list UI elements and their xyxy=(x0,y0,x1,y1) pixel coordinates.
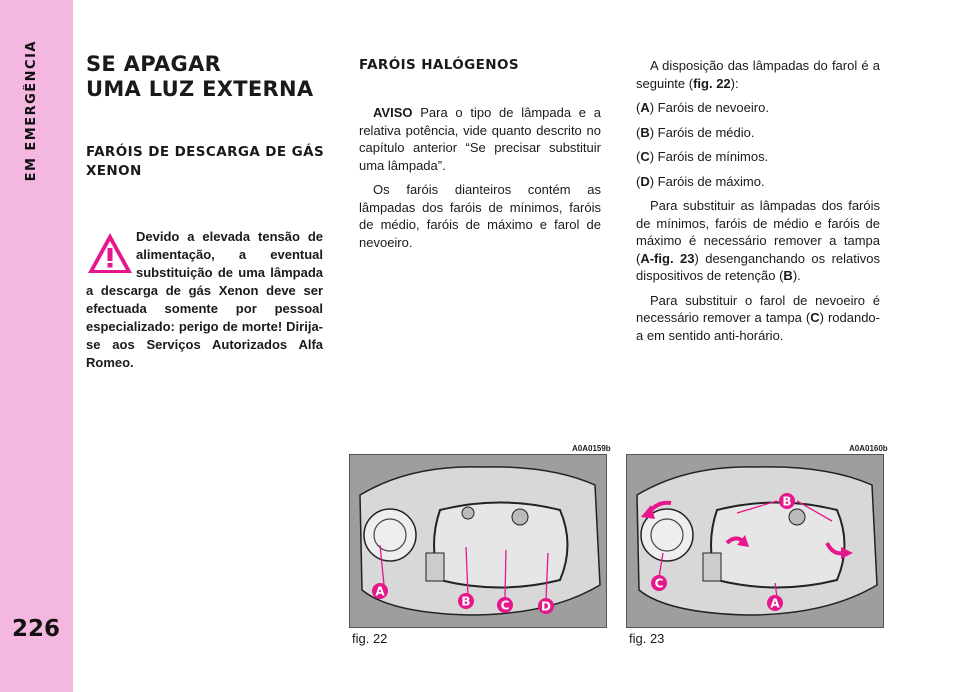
figure-23 xyxy=(626,454,884,628)
page-title: SE APAGAR UMA LUZ EXTERNA xyxy=(86,52,314,101)
figure-caption: fig. 22 xyxy=(352,631,388,646)
halogen-text: AVISO Para o tipo de lâmpada e a relativa potência, vide quanto descrito no capítulo anterior “Se precisar substituir uma lâmpada”. Os faróis dianteiros contém as lâmpadas dos faróis de mínimos, faróis de médio, faróis de máximo e farol de nevoeiro. xyxy=(359,105,601,250)
list-item: (B) Faróis de médio. xyxy=(636,124,755,140)
bulb-layout-text: A disposição das lâmpadas do farol é a seguinte (fig. 22): (A) Faróis de nevoeiro. (B) Faróis de médio. (C) Faróis de mínimos. (D) Faróis de máximo. Para substituir as lâmpadas dos faróis de mínimos, faróis de médio e faróis de máximo é necessário remover a tampa (A-fig. 23) desenganchando os relativos dispositivos de retenção (B). Para substituir o farol de nevoeiro é necessário remover a tampa (C) rodando-a em sentido anti-horário. xyxy=(636,58,880,343)
fig22-label-d: D xyxy=(541,599,551,614)
figure-22 xyxy=(349,454,607,628)
fig22-label-c: C xyxy=(500,598,510,613)
sidebar xyxy=(0,0,73,692)
page-number: 226 xyxy=(12,616,61,642)
fig22-label-a: A xyxy=(375,584,385,599)
section-label: EM EMERGÊNCIA xyxy=(24,40,39,182)
fig23-label-c: C xyxy=(654,576,664,591)
figure-code: A0A0159b xyxy=(572,444,611,453)
xenon-subtitle: FARÓIS DE DESCARGA DE GÁS XENON xyxy=(86,144,325,179)
figure-caption: fig. 23 xyxy=(629,631,665,646)
fig22-label-b: B xyxy=(461,594,471,609)
figure-code: A0A0160b xyxy=(849,444,888,453)
fig23-label-a: A xyxy=(770,596,780,611)
fig23-label-b: B xyxy=(782,494,792,509)
list-item: (A) Faróis de nevoeiro. xyxy=(636,100,769,115)
aviso-label: AVISO xyxy=(373,105,413,120)
list-item: (D) Faróis de máximo. xyxy=(636,173,765,189)
xenon-warning: Devido a elevada tensão de alimentação, a eventual substituição de uma lâmpada a descarga de gás Xenon deve ser efectuada somente por pessoal especializado: perigo de morte! Dirija-se aos Serviços Autorizados Alfa Romeo. xyxy=(86,229,323,370)
list-item: (C) Faróis de mínimos. xyxy=(636,149,769,164)
halogen-para: Os faróis dianteiros contém as lâmpadas dos faróis de mínimos, faróis de médio, faróis de máximo e farol de nevoeiro. xyxy=(359,182,601,250)
halogen-title: FARÓIS HALÓGENOS xyxy=(359,57,519,73)
